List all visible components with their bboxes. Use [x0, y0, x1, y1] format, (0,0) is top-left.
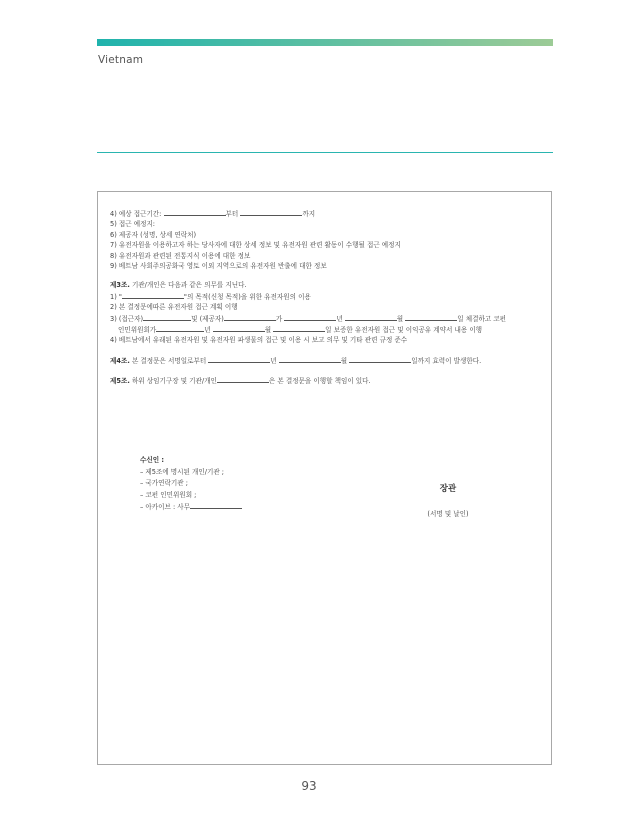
article-3-item-3-cont: 인민위원회가 년 월 일 보증한 유전자원 접근 및 이익공유 계약서 내용 이행: [118, 326, 483, 335]
header-color-bar: [97, 39, 553, 46]
recipient-item: – 제5조에 명시된 개인/기관 ;: [140, 467, 225, 476]
blank-field: [345, 313, 397, 321]
article-3-heading: 제3조. 기관/개인은 다음과 같은 의무를 지닌다.: [110, 281, 247, 290]
blank-field: [349, 355, 411, 363]
decision-document-box: [97, 191, 552, 765]
recipients-title: 수신인 :: [140, 456, 165, 464]
article-4: 제4조. 본 결정문은 서명일로부터 년 월 일까지 효력이 발생한다.: [110, 356, 482, 365]
blank-field: [405, 313, 457, 321]
country-label: Vietnam: [98, 54, 144, 66]
article-3-item-1: 1) " "의 목적(신청 목적)을 위한 유전자원의 이용: [110, 292, 311, 301]
item-export-info: 9) 베트남 사회주의공화국 영토 이외 지역으로의 유전자원 반출에 대한 정보: [110, 262, 327, 271]
article-3-item-2: 2) 본 결정문에따른 유전자원 접근 계획 이행: [110, 303, 238, 312]
page-number: 93: [301, 779, 317, 793]
item-user-info: 7) 유전자원을 이용하고자 하는 당사자에 대한 상세 정보 및 유전자원 관련 활동이 수행될 접근 예정지: [110, 241, 401, 250]
recipient-item: – 국가연락기관 ;: [140, 479, 188, 487]
blank-field: [143, 313, 191, 321]
recipient-item: – 아카이브 : 사무: [140, 501, 242, 514]
blank-field: [164, 208, 226, 216]
blank-field: [190, 501, 242, 509]
blank-field: [240, 208, 302, 216]
item-access-site: 5) 접근 예정지:: [110, 220, 156, 229]
document-content: [110, 208, 538, 387]
item-traditional-knowledge: 8) 유전자원과 관련된 전통지식 이용에 대한 정보: [110, 251, 251, 260]
article-5: 제5조. 하위 상임기구장 및 기관/개인 은 본 결정문을 이행할 책임이 있다.: [110, 377, 371, 386]
blank-field: [284, 313, 336, 321]
signature-subtitle: (서명 및 날인): [427, 510, 469, 518]
blank-field: [217, 375, 269, 383]
blank-field: [213, 324, 265, 332]
article-3-item-4: 4) 베트남에서 유래된 유전자원 및 유전자원 파생물의 접근 및 이용 시 보고 의무 및 기타 관련 규정 준수: [110, 336, 408, 345]
blank-field: [279, 355, 341, 363]
item-access-period: 4) 예상 접근기간: 부터 까지: [110, 210, 316, 218]
blank-field: [224, 313, 276, 321]
header-divider: [97, 152, 553, 153]
item-provider: 6) 제공자 (성명, 상세 연락처): [110, 230, 197, 239]
signature-title: 장관: [439, 484, 457, 494]
blank-field: [122, 291, 184, 299]
recipients-block: [140, 455, 242, 514]
blank-field: [208, 355, 270, 363]
blank-field: [156, 324, 204, 332]
article-3-item-3: 3) (접근자) 및 (제공자) 가 년 월 일 체결하고 코펀: [110, 314, 507, 323]
recipient-item: – 코펀 인민위원회 ;: [140, 490, 197, 499]
blank-field: [273, 324, 325, 332]
